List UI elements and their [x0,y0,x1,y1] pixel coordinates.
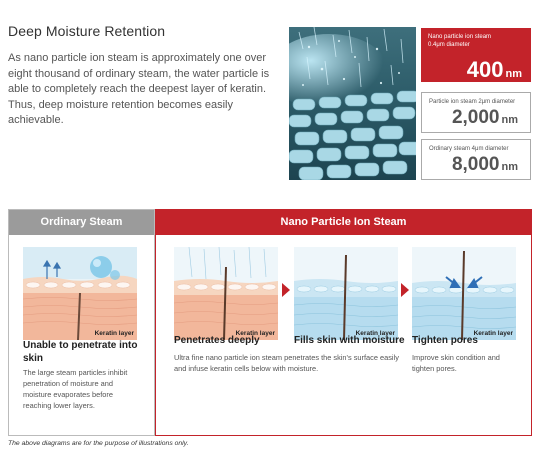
penetrates-deeply-diagram [174,247,278,340]
nano-steam-description: Ultra fine nano particle ion steam penetrates the skin's surface easily and infuse keratin cells below with moisture. [174,353,399,373]
steam-closeup-image [289,27,416,180]
tighten-pores-title: Tighten pores [412,335,478,346]
ordinary-size-unit: nm [501,161,518,173]
ordinary-size-label: Ordinary steam 4μm diameter [429,146,509,152]
ordinary-steam-panel [8,209,155,436]
nano-size-diameter: 0.4μm diameter [428,42,470,48]
arrow-right-icon [401,283,409,297]
ion-size-value: 2,000 [451,107,500,128]
nano-size-unit: nm [505,68,522,80]
ion-steam-size-box [421,92,531,133]
arrow-right-icon [282,283,290,297]
keratin-label: Keratin layer [235,330,275,337]
penetrates-deeply-title: Penetrates deeply [174,335,260,346]
footnote: The above diagrams are for the purpose of illustrations only. [8,440,189,447]
nano-size-value: 400 [466,57,504,82]
ordinary-steam-size-box [421,139,531,180]
section-title: Deep Moisture Retention [8,23,166,39]
ordinary-steam-description: The large steam particles inhibit penetration of moisture and moisture evaporates before reaching lower layers. [23,368,128,410]
nano-steam-panel [155,209,532,436]
tighten-pores-diagram [412,247,516,340]
nano-size-label: Nano particle ion steam [428,34,492,40]
keratin-label: Keratin layer [355,330,395,337]
ordinary-size-value: 8,000 [451,154,500,175]
ion-size-label: Particle ion steam 2μm diameter [429,99,516,105]
ordinary-steam-heading: Ordinary Steam [9,210,154,235]
keratin-label: Keratin layer [473,330,513,337]
nano-steam-size-box [421,28,531,82]
ion-size-unit: nm [501,114,518,126]
keratin-label: Keratin layer [94,330,134,337]
fills-skin-diagram [294,247,398,340]
fills-skin-title: Fills skin with moisture [294,335,405,346]
tighten-pores-description: Improve skin condition and tighten pores. [412,353,500,373]
intro-paragraph: As nano particle ion steam is approximately one over eight thousand of ordinary steam, the water particle is able to completely reach the deepest layer of keratin. Thus, deep moisture retention becomes easily achievable. [8,52,270,126]
nano-steam-heading: Nano Particle Ion Steam [156,210,531,235]
ordinary-steam-subtitle: Unable to penetrate into skin [23,340,138,364]
ordinary-steam-diagram [23,247,137,340]
